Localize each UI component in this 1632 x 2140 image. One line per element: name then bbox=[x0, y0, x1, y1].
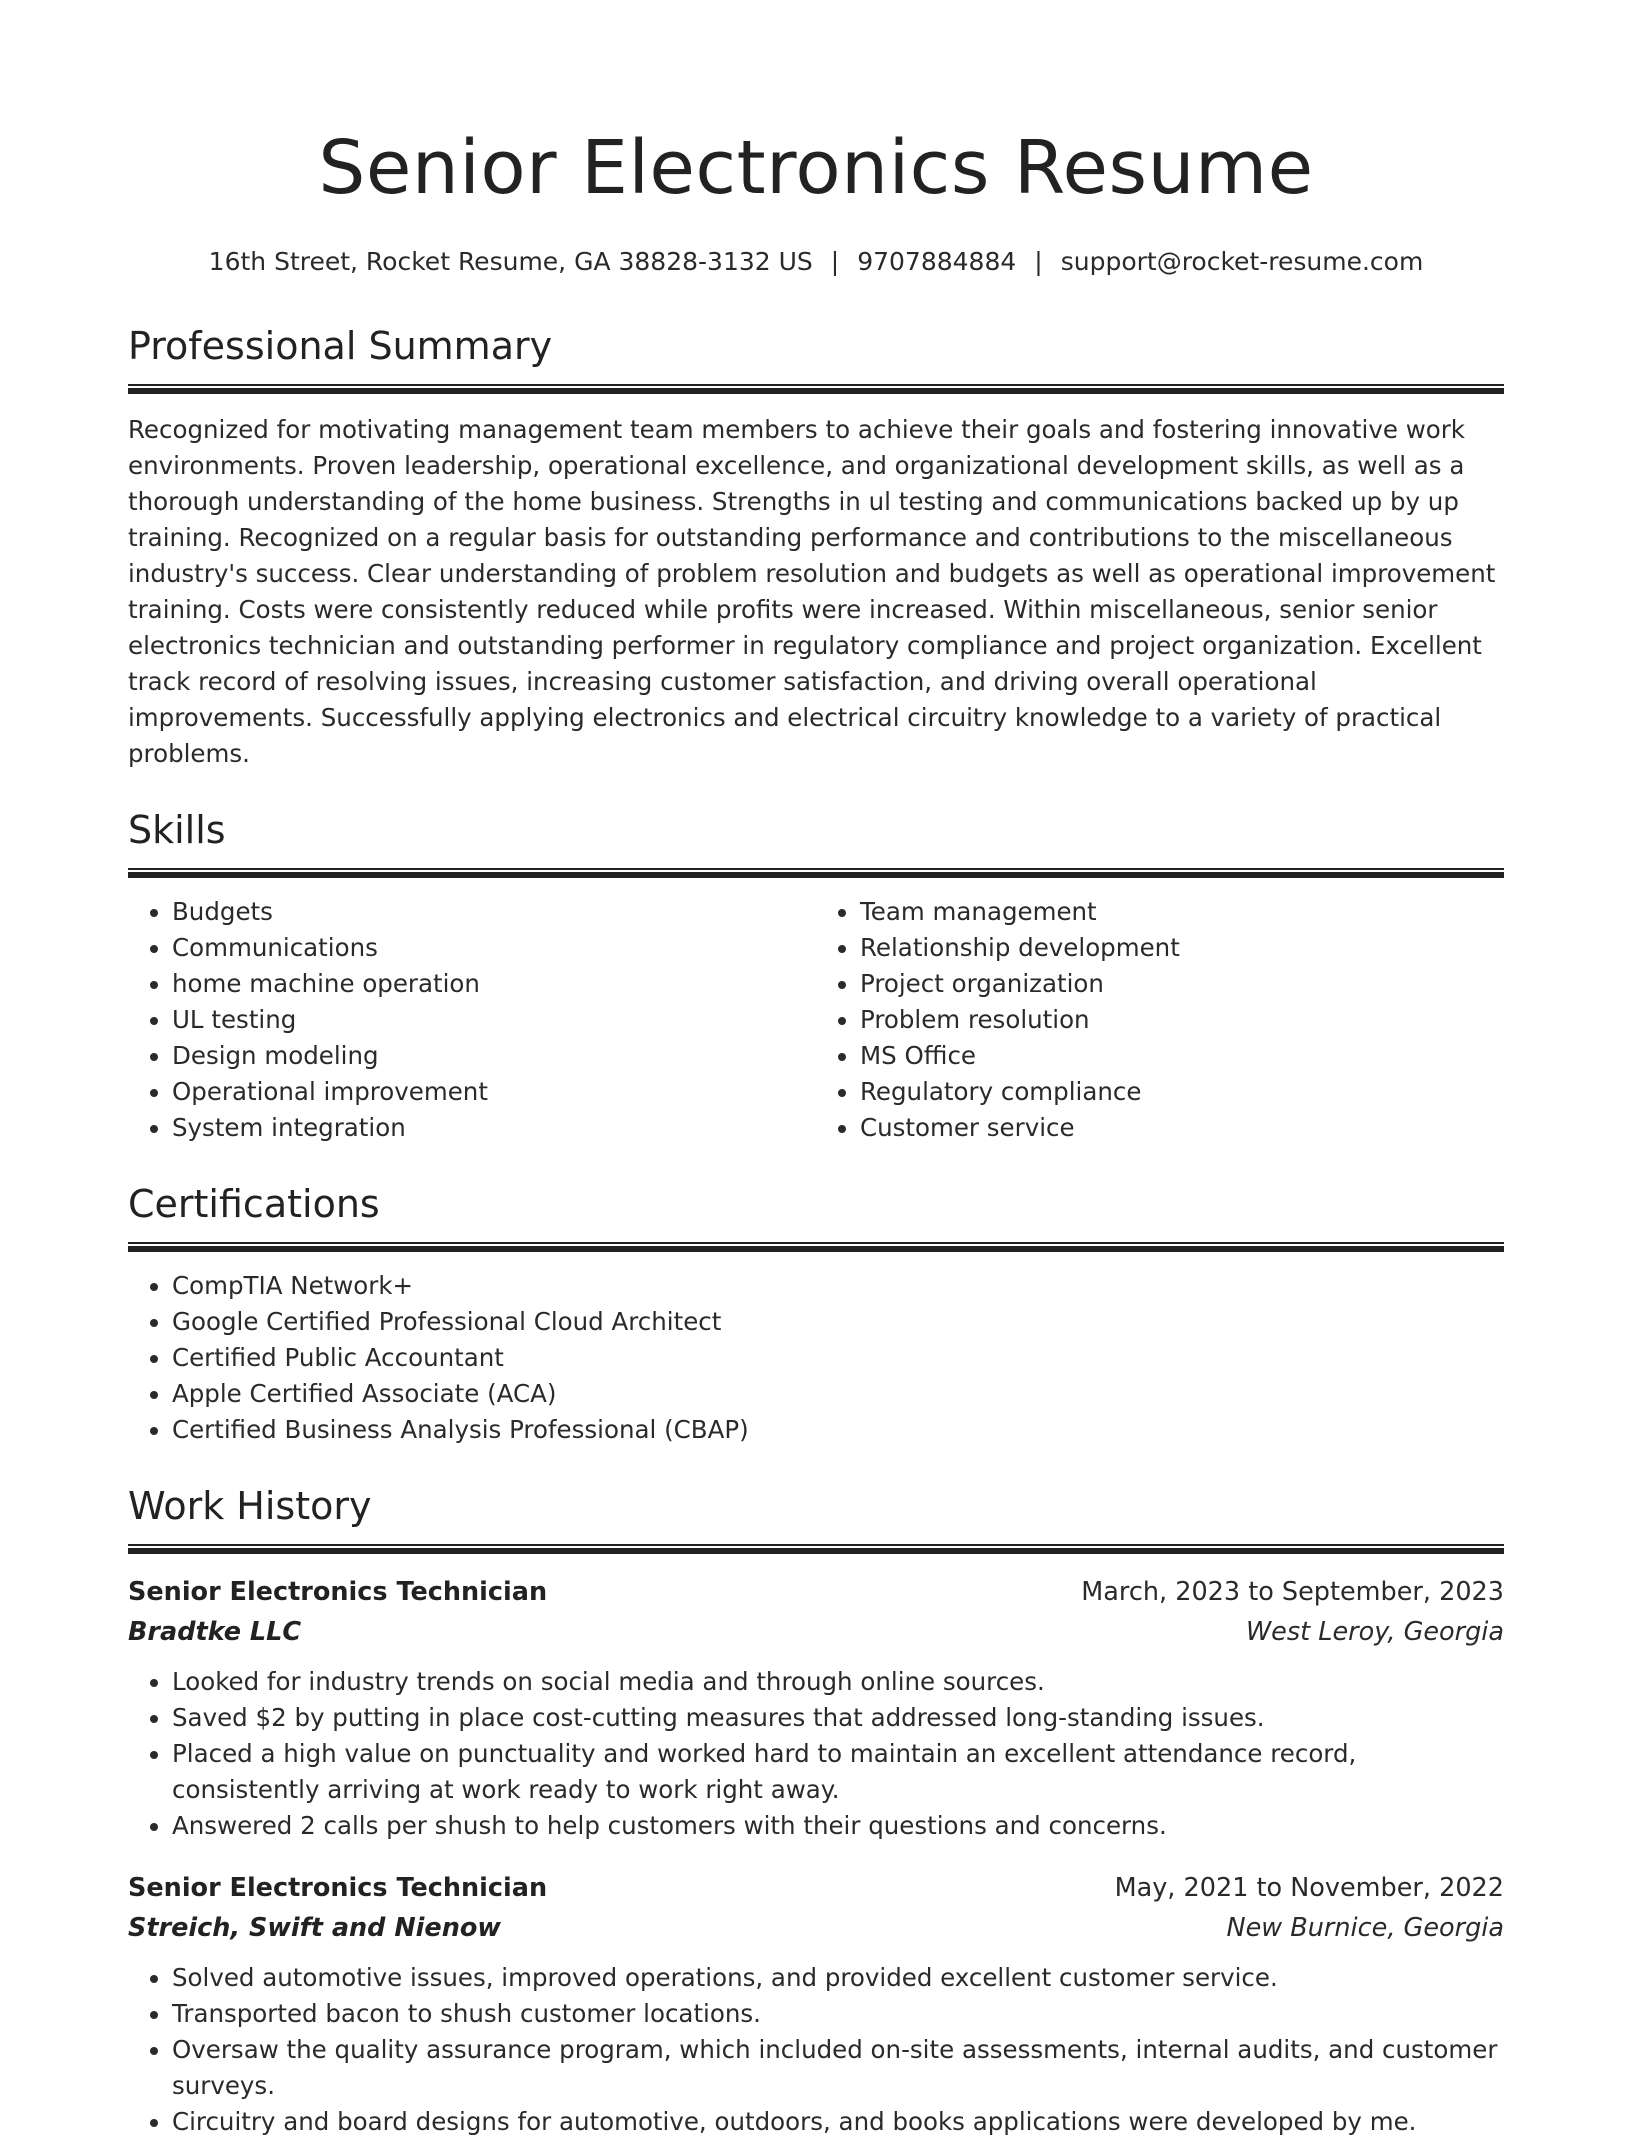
skill-item: • Team management bbox=[860, 894, 1504, 930]
job-bullet: • Transported bacon to shush customer locations. bbox=[172, 1996, 1504, 2032]
job-title: Senior Electronics Technician bbox=[128, 1873, 548, 1903]
job-header bbox=[128, 1868, 1504, 1908]
section-divider bbox=[128, 1242, 1504, 1252]
section-divider bbox=[128, 384, 1504, 394]
job-company: Streich, Swift and Nienow bbox=[128, 1913, 501, 1943]
skill-item: • Operational improvement bbox=[172, 1074, 816, 1110]
contact-address: 16th Street, Rocket Resume, GA 38828-3132 US bbox=[208, 247, 813, 276]
job-dates: March, 2023 to September, 2023 bbox=[1081, 1577, 1504, 1607]
job-subheader bbox=[128, 1908, 1504, 1948]
job-bullet: • Saved $2 by putting in place cost-cutting measures that addressed long-standing issues. bbox=[172, 1700, 1504, 1736]
section-title-work-history: Work History bbox=[128, 1484, 372, 1528]
job-dates: May, 2021 to November, 2022 bbox=[1114, 1873, 1504, 1903]
summary-text: Recognized for motivating management team members to achieve their goals and fostering innovative work environments. Proven leadership, operational excellence, and organizational development skills, as well as a thorough understanding of the home business. Strengths in ul testing and communications backed up by up training. Recognized on a regular basis for outstanding performance and contributions to the miscellaneous industry's success. Clear understanding of problem resolution and budgets as well as operational improvement training. Costs were consistently reduced while profits were increased. Within miscellaneous, senior senior electronics technician and outstanding performer in regulatory compliance and project organization. Excellent track record of resolving issues, increasing customer satisfaction, and driving overall operational improvements. Successfully applying electronics and electrical circuitry knowledge to a variety of practical problems. bbox=[128, 415, 1496, 768]
contact-line bbox=[128, 246, 1504, 278]
skills-list-right bbox=[816, 894, 1504, 1146]
skill-item: • Regulatory compliance bbox=[860, 1074, 1504, 1110]
section-divider bbox=[128, 1544, 1504, 1554]
job-bullet: • Solved automotive issues, improved operations, and provided excellent customer service. bbox=[172, 1960, 1504, 1996]
job-header bbox=[128, 1572, 1504, 1612]
job-bullets bbox=[128, 1664, 1504, 1844]
section-title-summary: Professional Summary bbox=[128, 324, 553, 368]
certification-item: • Apple Certified Associate (ACA) bbox=[172, 1376, 1504, 1412]
job-bullet: • Placed a high value on punctuality and worked hard to maintain an excellent attendance record, consistently arriving at work ready to work right away. bbox=[172, 1736, 1504, 1808]
skill-item: • Communications bbox=[172, 930, 816, 966]
skill-item: • home machine operation bbox=[172, 966, 816, 1002]
skill-item: • Problem resolution bbox=[860, 1002, 1504, 1038]
certification-item: • Certified Public Accountant bbox=[172, 1340, 1504, 1376]
job-entry bbox=[128, 1572, 1504, 1844]
contact-separator: | bbox=[1034, 247, 1043, 276]
job-bullets bbox=[128, 1960, 1504, 2140]
job-bullet: • Oversaw the quality assurance program, which included on-site assessments, internal audits, and customer surveys. bbox=[172, 2032, 1504, 2104]
job-subheader bbox=[128, 1612, 1504, 1652]
skill-item: • Relationship development bbox=[860, 930, 1504, 966]
certifications-section bbox=[128, 1180, 1504, 1448]
skill-item: • Project organization bbox=[860, 966, 1504, 1002]
skill-item: • Design modeling bbox=[172, 1038, 816, 1074]
section-title-skills: Skills bbox=[128, 808, 226, 852]
skill-item: • Budgets bbox=[172, 894, 816, 930]
skills-section bbox=[128, 806, 1504, 1146]
certification-item: • Google Certified Professional Cloud Architect bbox=[172, 1304, 1504, 1340]
work-history-section bbox=[128, 1482, 1504, 2140]
contact-email: support@rocket-resume.com bbox=[1060, 247, 1424, 276]
contact-phone: 9707884884 bbox=[857, 247, 1017, 276]
job-entry bbox=[128, 1868, 1504, 2140]
section-title-certifications: Certifications bbox=[128, 1182, 380, 1226]
job-title: Senior Electronics Technician bbox=[128, 1577, 548, 1607]
certifications-list bbox=[128, 1268, 1504, 1448]
job-bullet: • Looked for industry trends on social media and through online sources. bbox=[172, 1664, 1504, 1700]
skill-item: • System integration bbox=[172, 1110, 816, 1146]
section-divider bbox=[128, 868, 1504, 878]
resume-name: Senior Electronics Resume bbox=[318, 125, 1314, 211]
summary-section bbox=[128, 322, 1504, 772]
skill-item: • MS Office bbox=[860, 1038, 1504, 1074]
skill-item: • UL testing bbox=[172, 1002, 816, 1038]
job-location: New Burnice, Georgia bbox=[1226, 1913, 1504, 1943]
skills-columns bbox=[128, 894, 1504, 1146]
certification-item: • Certified Business Analysis Professional (CBAP) bbox=[172, 1412, 1504, 1448]
skills-list-left bbox=[128, 894, 816, 1146]
certification-item: • CompTIA Network+ bbox=[172, 1268, 1504, 1304]
job-bullet: • Circuitry and board designs for automotive, outdoors, and books applications were developed by me. bbox=[172, 2104, 1504, 2140]
contact-separator: | bbox=[830, 247, 840, 276]
job-bullet: • Answered 2 calls per shush to help customers with their questions and concerns. bbox=[172, 1808, 1504, 1844]
job-location: West Leroy, Georgia bbox=[1245, 1617, 1504, 1647]
skill-item: • Customer service bbox=[860, 1110, 1504, 1146]
job-company: Bradtke LLC bbox=[128, 1617, 302, 1647]
